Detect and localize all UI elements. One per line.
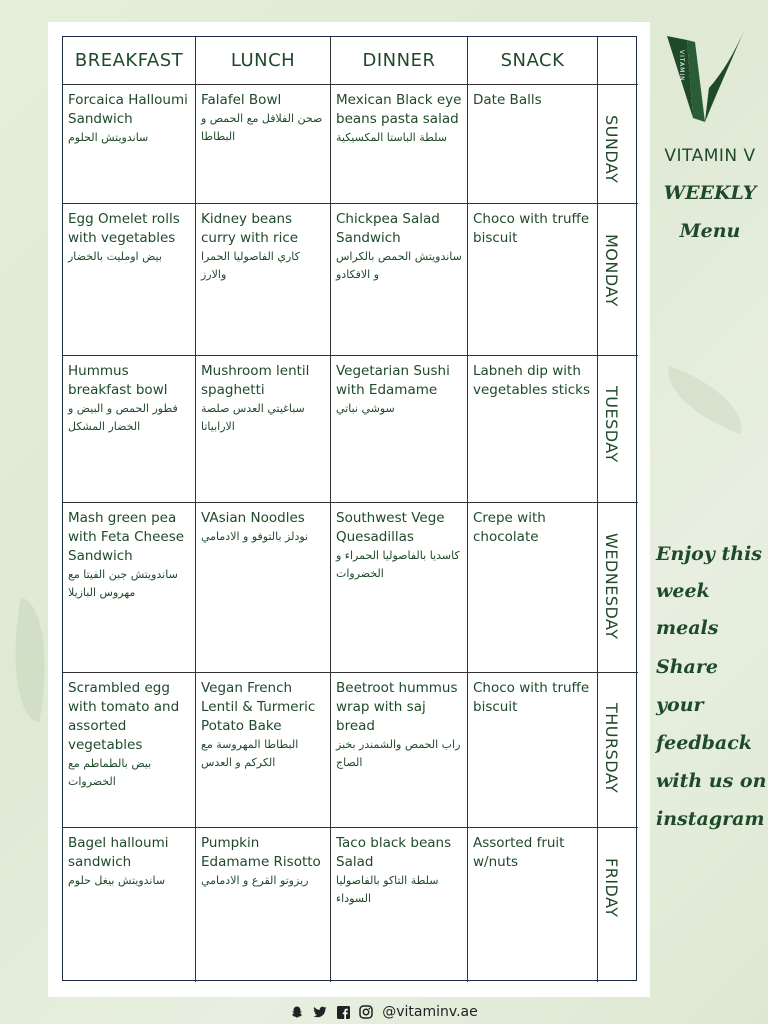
dish-name-en: Vegetarian Sushi with Edamame bbox=[336, 363, 450, 398]
dish-name-en: Date Balls bbox=[473, 92, 542, 108]
dish-name-en: Kidney beans curry with rice bbox=[201, 211, 299, 246]
facebook-icon[interactable] bbox=[336, 1005, 350, 1019]
menu-cell-snack bbox=[468, 673, 598, 828]
day-label: TUESDAY bbox=[602, 386, 621, 463]
logo-text: VITAMIN bbox=[678, 50, 685, 82]
enjoy-message: Enjoy this week meals bbox=[656, 543, 763, 639]
header-breakfast: BREAKFAST bbox=[63, 37, 196, 85]
dish-name-ar: كاري الفاصوليا الحمرا والارز bbox=[201, 250, 300, 281]
menu-cell-snack bbox=[468, 503, 598, 673]
dish-name-ar: صحن الفلافل مع الحمص و البطاطا bbox=[201, 112, 323, 143]
dish-name-en: Taco black beans Salad bbox=[336, 835, 452, 870]
dish-name-en: Southwest Vege Quesadillas bbox=[336, 510, 445, 545]
dish-name-en: Hummus breakfast bowl bbox=[68, 363, 168, 398]
dish-name-en: Mushroom lentil spaghetti bbox=[201, 363, 310, 398]
menu-cell-dinner bbox=[331, 503, 468, 673]
menu-cell-dinner bbox=[331, 85, 468, 204]
menu-cell-breakfast bbox=[63, 204, 196, 356]
header-snack: SNACK bbox=[468, 37, 598, 85]
day-label: WEDNESDAY bbox=[602, 533, 621, 640]
snapchat-icon[interactable] bbox=[290, 1005, 304, 1019]
dish-name-ar: ساندويتش الحمص بالكراس و الافكادو bbox=[336, 250, 462, 281]
day-cell bbox=[598, 85, 638, 204]
header-dinner: DINNER bbox=[331, 37, 468, 85]
dish-name-en: Beetroot hummus wrap with saj bread bbox=[336, 680, 458, 734]
menu-cell-lunch bbox=[196, 356, 331, 503]
instagram-handle[interactable]: @vitaminv.ae bbox=[382, 1004, 478, 1020]
menu-cell-breakfast bbox=[63, 828, 196, 982]
dish-name-en: Labneh dip with vegetables sticks bbox=[473, 363, 591, 398]
background-leaf bbox=[656, 366, 754, 434]
brand-name: VITAMIN V bbox=[664, 146, 756, 166]
dish-name-ar: ساندويتش جبن الفيتا مع مهروس البازيلا bbox=[68, 568, 178, 599]
menu-cell-lunch bbox=[196, 85, 331, 204]
dish-name-en: Egg Omelet rolls with vegetables bbox=[68, 211, 180, 246]
dish-name-en: Mash green pea with Feta Cheese Sandwich bbox=[68, 510, 185, 564]
vitamin-v-logo bbox=[665, 22, 749, 130]
dish-name-ar: كاسديا بالفاصوليا الحمراء و الخضروات bbox=[336, 549, 460, 580]
share-feedback-message: Share your feedback with us on instagram bbox=[656, 656, 767, 830]
dish-name-ar: ساندويتش بيغل حلوم bbox=[68, 874, 166, 887]
weekly-menu-table bbox=[62, 36, 637, 981]
day-cell bbox=[598, 673, 638, 828]
day-label: THURSDAY bbox=[602, 703, 621, 794]
dish-name-en: Chickpea Salad Sandwich bbox=[336, 211, 440, 246]
dish-name-ar: بيض بالطماطم مع الخضروات bbox=[68, 757, 152, 788]
dish-name-ar: فطور الحمص و البيض و الخضار المشكل bbox=[68, 402, 178, 433]
menu-cell-breakfast bbox=[63, 356, 196, 503]
menu-cell-dinner bbox=[331, 828, 468, 982]
dish-name-en: Bagel halloumi sandwich bbox=[68, 835, 169, 870]
menu-cell-snack bbox=[468, 828, 598, 982]
dish-name-ar: راب الحمص والشمندر بخبز الصاج bbox=[336, 738, 461, 769]
dish-name-en: Crepe with chocolate bbox=[473, 510, 546, 545]
menu-title: Menu bbox=[679, 220, 741, 242]
menu-cell-snack bbox=[468, 356, 598, 503]
menu-cell-snack bbox=[468, 85, 598, 204]
day-cell bbox=[598, 503, 638, 673]
menu-cell-dinner bbox=[331, 204, 468, 356]
menu-cell-breakfast bbox=[63, 673, 196, 828]
dish-name-en: Choco with truffe biscuit bbox=[473, 211, 590, 246]
menu-cell-lunch bbox=[196, 828, 331, 982]
weekly-title: WEEKLY bbox=[663, 182, 757, 204]
dish-name-ar: سلطة التاكو بالفاصوليا السوداء bbox=[336, 874, 439, 905]
dish-name-en: Scrambled egg with tomato and assorted vegetables bbox=[68, 680, 180, 753]
dish-name-en: Falafel Bowl bbox=[201, 92, 282, 108]
dish-name-en: Assorted fruit w/nuts bbox=[473, 835, 565, 870]
dish-name-ar: البطاطا المهروسة مع الكركم و العدس bbox=[201, 738, 299, 769]
dish-name-en: Choco with truffe biscuit bbox=[473, 680, 590, 715]
day-cell bbox=[598, 828, 638, 982]
day-label: SUNDAY bbox=[602, 115, 621, 184]
menu-cell-lunch bbox=[196, 204, 331, 356]
instagram-icon[interactable] bbox=[359, 1005, 373, 1019]
menu-cell-dinner bbox=[331, 356, 468, 503]
day-cell bbox=[598, 356, 638, 503]
dish-name-ar: بيض اومليت بالخضار bbox=[68, 250, 162, 263]
dish-name-en: VAsian Noodles bbox=[201, 510, 305, 526]
twitter-icon[interactable] bbox=[313, 1005, 327, 1019]
day-label: MONDAY bbox=[602, 234, 621, 307]
dish-name-ar: ساندويتش الحلوم bbox=[68, 131, 149, 144]
menu-sheet bbox=[48, 22, 650, 997]
menu-cell-breakfast bbox=[63, 503, 196, 673]
social-footer bbox=[0, 1000, 768, 1024]
dish-name-ar: سباغيتي العدس صلصة الارابياتا bbox=[201, 402, 305, 433]
dish-name-en: Forcaica Halloumi Sandwich bbox=[68, 92, 188, 127]
day-label: FRIDAY bbox=[602, 858, 621, 918]
day-cell bbox=[598, 204, 638, 356]
dish-name-en: Vegan French Lentil & Turmeric Potato Bake bbox=[201, 680, 316, 734]
dish-name-ar: ريزوتو القرع و الادمامي bbox=[201, 874, 309, 887]
menu-cell-lunch bbox=[196, 673, 331, 828]
menu-cell-dinner bbox=[331, 673, 468, 828]
header-lunch: LUNCH bbox=[196, 37, 331, 85]
dish-name-ar: نودلز بالتوفو و الادمامي bbox=[201, 530, 309, 543]
header-day bbox=[598, 37, 638, 85]
dish-name-ar: سوشي نباتي bbox=[336, 402, 395, 415]
dish-name-ar: سلطة الباستا المكسيكية bbox=[336, 131, 448, 144]
menu-cell-breakfast bbox=[63, 85, 196, 204]
menu-cell-snack bbox=[468, 204, 598, 356]
dish-name-en: Pumpkin Edamame Risotto bbox=[201, 835, 321, 870]
dish-name-en: Mexican Black eye beans pasta salad bbox=[336, 92, 462, 127]
menu-cell-lunch bbox=[196, 503, 331, 673]
